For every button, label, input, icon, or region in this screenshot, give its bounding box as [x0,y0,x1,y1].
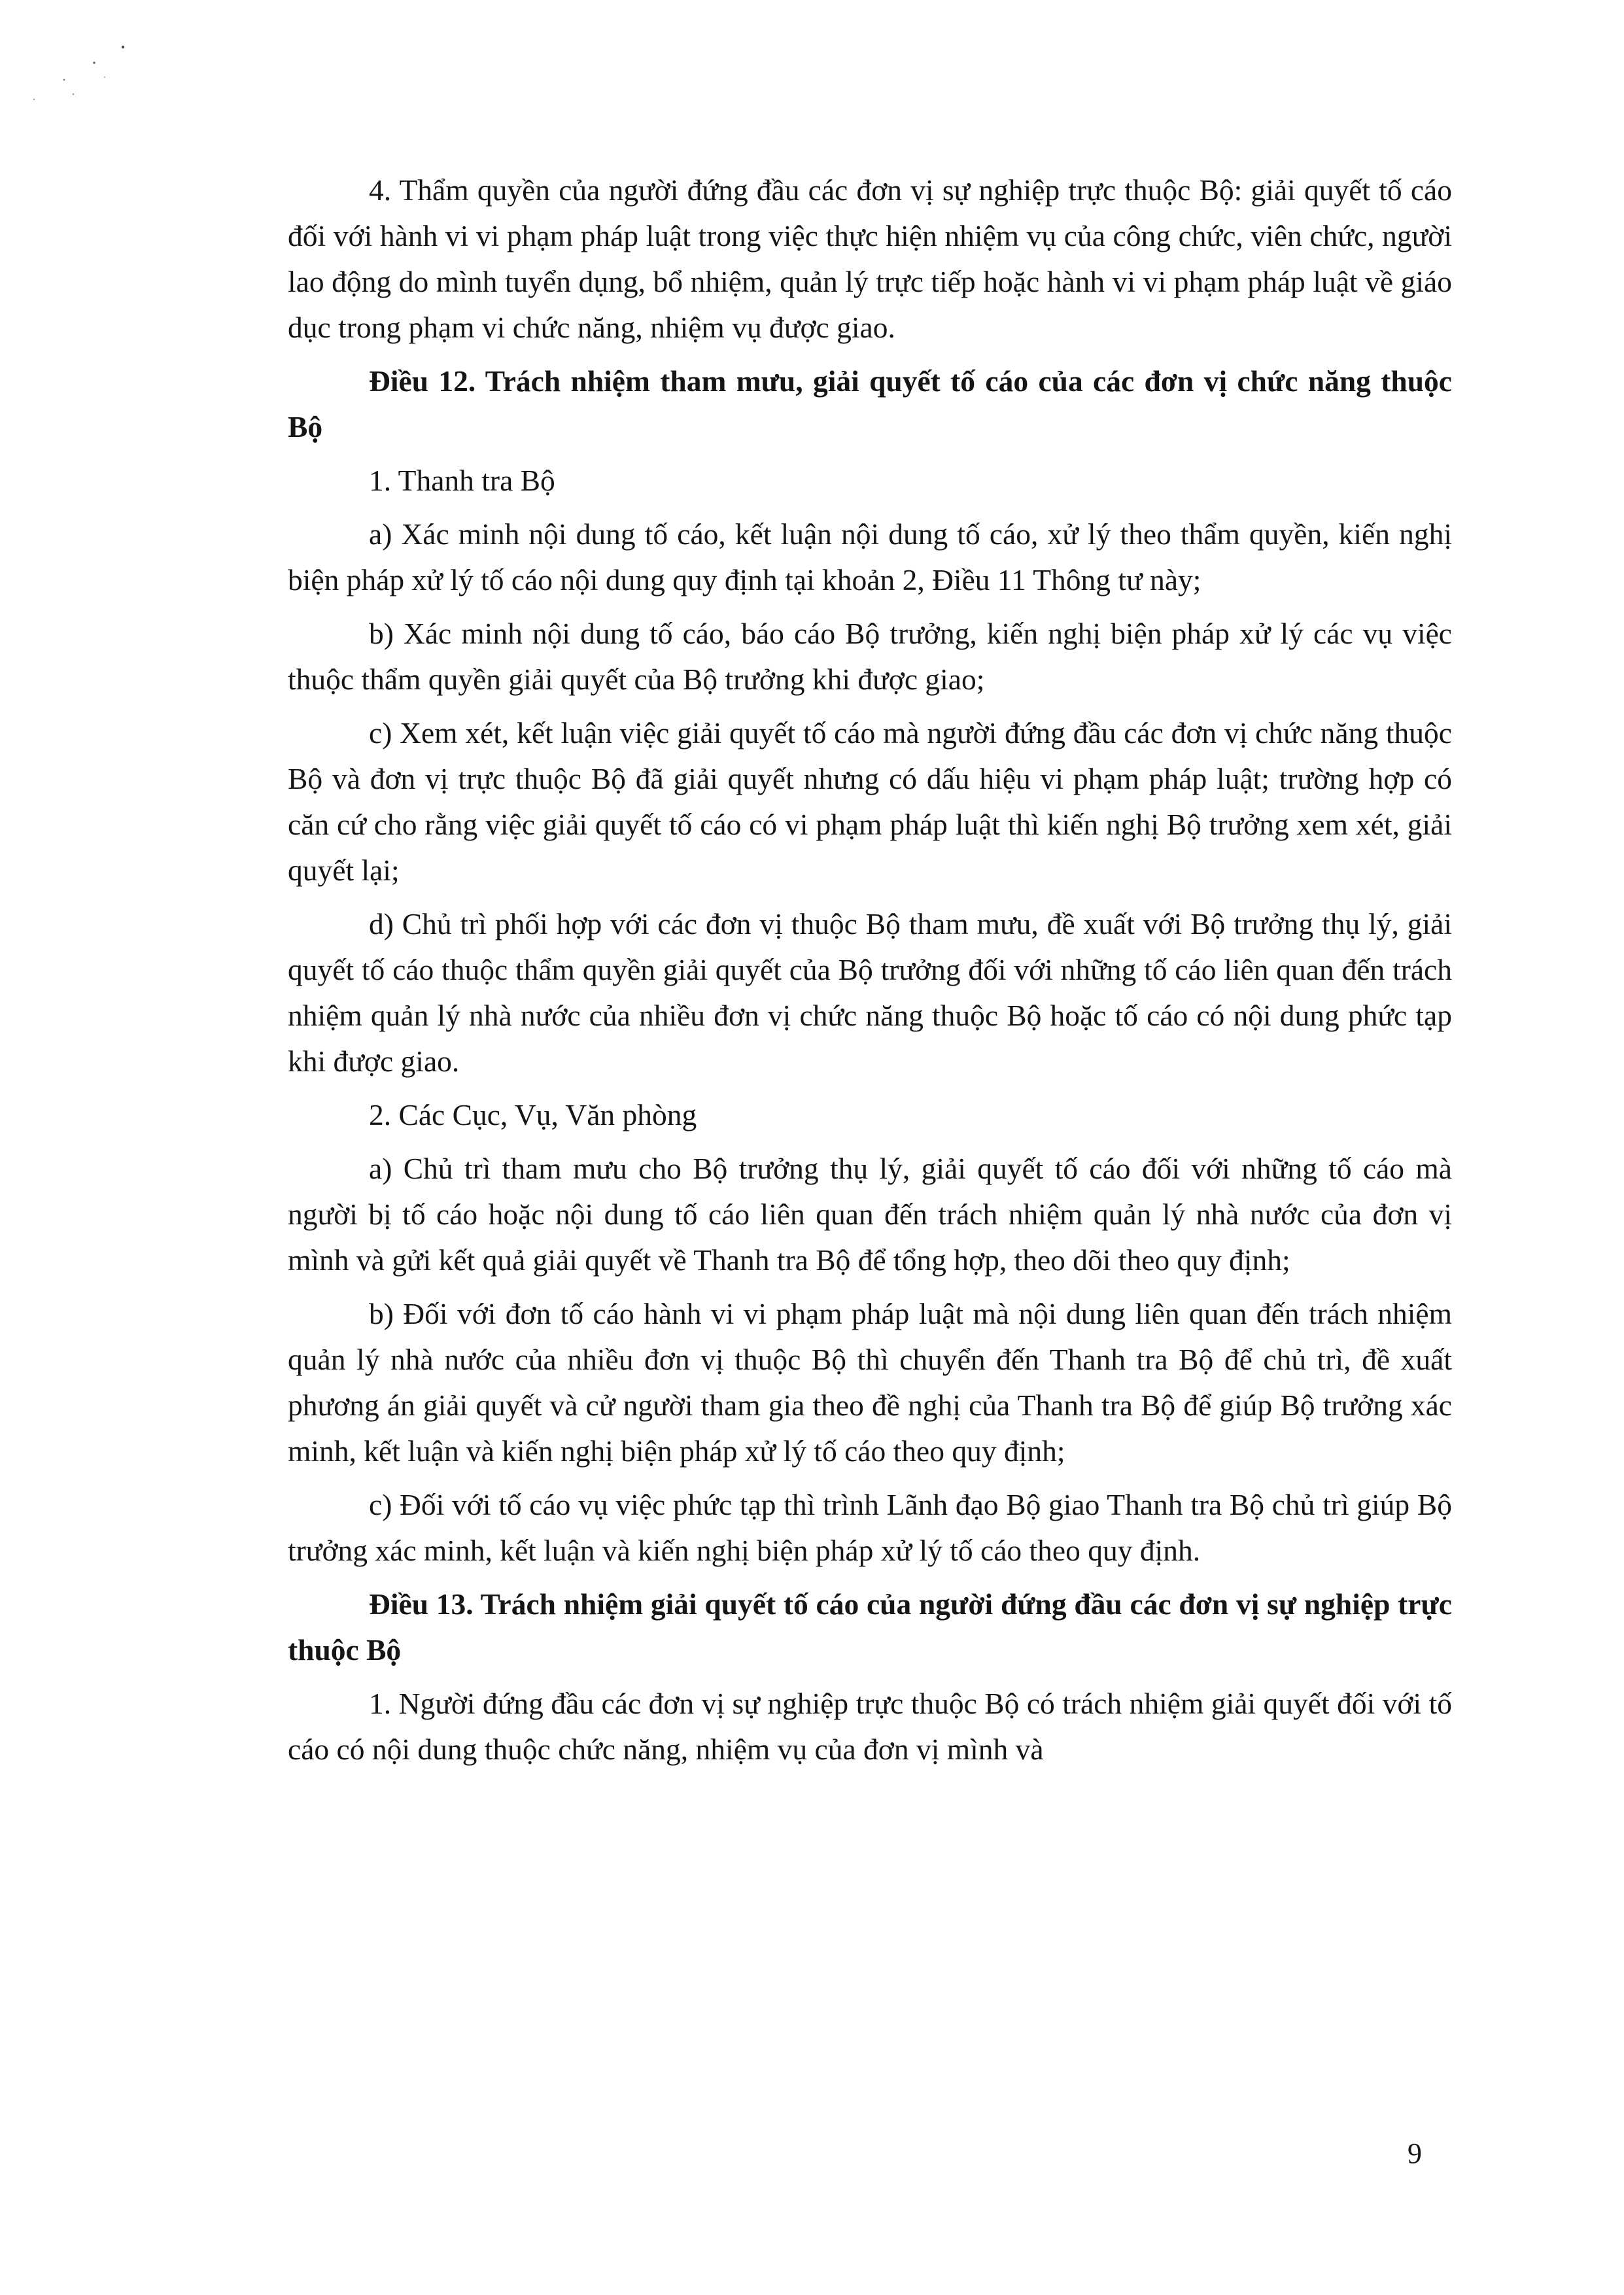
document-body [288,167,1452,1780]
article-12-section-1: 1. Thanh tra Bộ [369,464,555,497]
article-12-1-b: b) Xác minh nội dung tố cáo, báo cáo Bộ trưởng, kiến nghị biện pháp xử lý các vụ việc thuộc thẩm quyền giải quyết của Bộ trưởng khi được giao; [288,617,1452,696]
clause-11-item-4: 4. Thẩm quyền của người đứng đầu các đơn vị sự nghiệp trực thuộc Bộ: giải quyết tố cáo đối với hành vi vi phạm pháp luật trong việc thực hiện nhiệm vụ của công chức, viên chức, người lao động do mình tuyển dụng, bổ nhiệm, quản lý trực tiếp hoặc hành vi vi phạm pháp luật về giáo dục trong phạm vi chức năng, nhiệm vụ được giao. [288,173,1452,344]
page-number: 9 [1408,2137,1422,2169]
article-13-1: 1. Người đứng đầu các đơn vị sự nghiệp trực thuộc Bộ có trách nhiệm giải quyết đối với tố cáo có nội dung thuộc chức năng, nhiệm vụ của đơn vị mình và [288,1687,1452,1766]
article-12-1-c: c) Xem xét, kết luận việc giải quyết tố cáo mà người đứng đầu các đơn vị chức năng thuộc Bộ và đơn vị trực thuộc Bộ đã giải quyết nhưng có dấu hiệu vi phạm pháp luật; trường hợp có căn cứ cho rằng việc giải quyết tố cáo có vi phạm pháp luật thì kiến nghị Bộ trưởng xem xét, giải quyết lại; [288,716,1452,887]
article-12-2-a: a) Chủ trì tham mưu cho Bộ trưởng thụ lý, giải quyết tố cáo đối với những tố cáo mà người bị tố cáo hoặc nội dung tố cáo liên quan đến trách nhiệm quản lý nhà nước của đơn vị mình và gửi kết quả giải quyết về Thanh tra Bộ để tổng hợp, theo dõi theo quy định; [288,1152,1452,1277]
article-12-1-d: d) Chủ trì phối hợp với các đơn vị thuộc Bộ tham mưu, đề xuất với Bộ trưởng thụ lý, giải quyết tố cáo thuộc thẩm quyền giải quyết của Bộ trưởng đối với những tố cáo liên quan đến trách nhiệm quản lý nhà nước của nhiều đơn vị chức năng thuộc Bộ hoặc tố cáo có nội dung phức tạp khi được giao. [288,907,1452,1078]
article-12-section-2: 2. Các Cục, Vụ, Văn phòng [369,1098,697,1131]
article-12-heading: Điều 12. Trách nhiệm tham mưu, giải quyết tố cáo của các đơn vị chức năng thuộc Bộ [288,364,1452,443]
scan-specks [26,26,131,111]
article-12-1-a: a) Xác minh nội dung tố cáo, kết luận nội dung tố cáo, xử lý theo thẩm quyền, kiến nghị biện pháp xử lý tố cáo nội dung quy định tại khoản 2, Điều 11 Thông tư này; [288,517,1452,596]
article-13-heading: Điều 13. Trách nhiệm giải quyết tố cáo của người đứng đầu các đơn vị sự nghiệp trực thuộc Bộ [288,1587,1452,1666]
article-12-2-c: c) Đối với tố cáo vụ việc phức tạp thì trình Lãnh đạo Bộ giao Thanh tra Bộ chủ trì giúp Bộ trưởng xác minh, kết luận và kiến nghị biện pháp xử lý tố cáo theo quy định. [288,1488,1452,1567]
article-12-2-b: b) Đối với đơn tố cáo hành vi vi phạm pháp luật mà nội dung liên quan đến trách nhiệm quản lý nhà nước của nhiều đơn vị thuộc Bộ thì chuyển đến Thanh tra Bộ để chủ trì, đề xuất phương án giải quyết và cử người tham gia theo đề nghị của Thanh tra Bộ để giúp Bộ trưởng xác minh, kết luận và kiến nghị biện pháp xử lý tố cáo theo quy định; [288,1297,1452,1468]
